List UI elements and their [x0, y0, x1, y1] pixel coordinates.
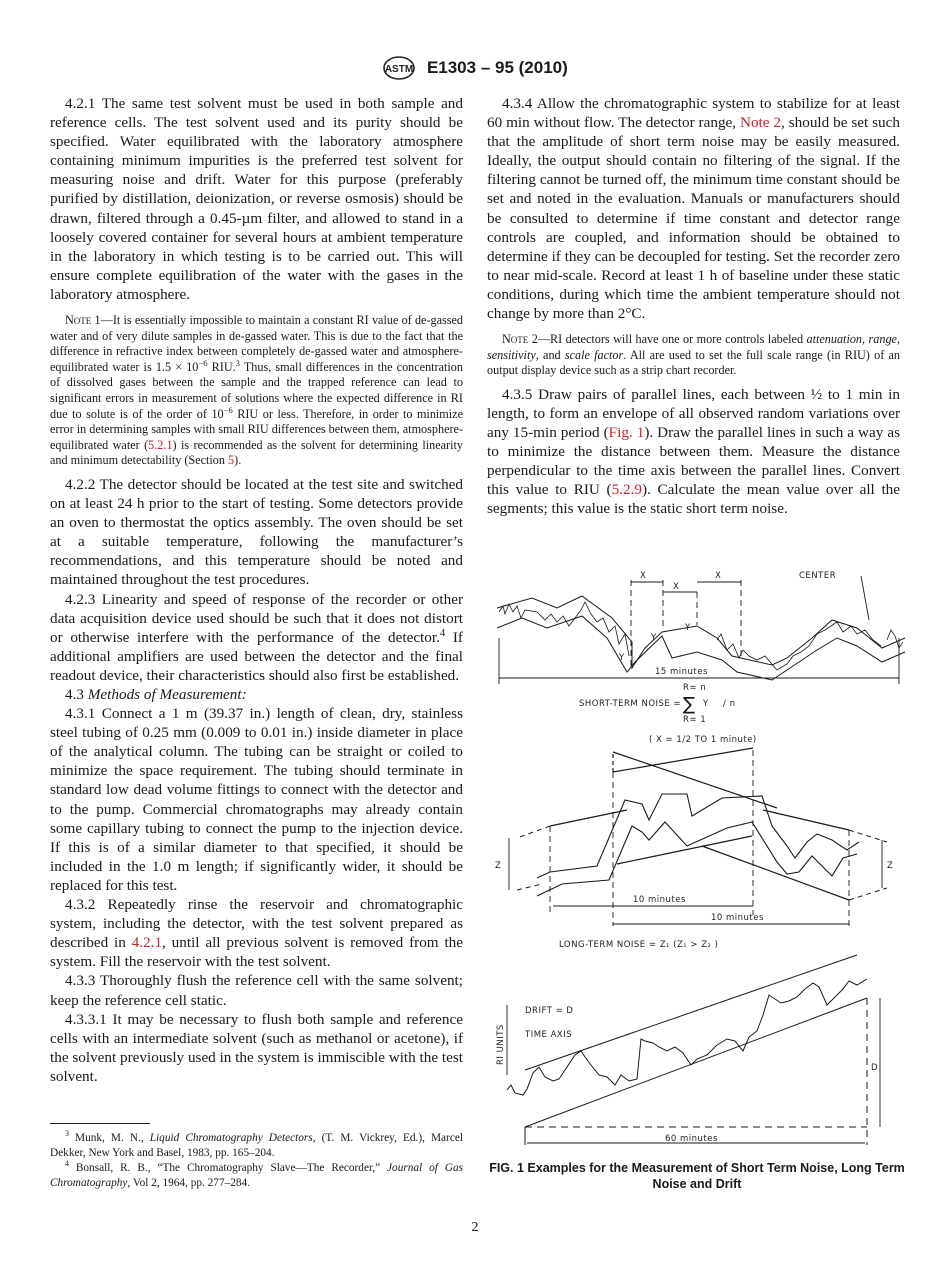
svg-text:10 minutes: 10 minutes	[633, 895, 686, 905]
svg-text:R= n: R= n	[683, 683, 707, 693]
figure-1	[487, 560, 907, 1200]
svg-text:60 minutes: 60 minutes	[665, 1134, 718, 1144]
link-note-2[interactable]: Note 2	[739, 114, 782, 132]
link-section-5[interactable]: 5	[228, 453, 235, 468]
link-4-2-1[interactable]: 4.2.1	[131, 934, 163, 952]
paragraph-4-3-2: 4.3.2 Repeatedly rinse the reservoir and chromatographic system, including the detector, with the test solvent prepared as described in 4.2.1, until all previous solvent is removed from the system. Fill the reservoir with the test solvent.	[50, 896, 463, 971]
paragraph-4-2-3: 4.2.3 Linearity and speed of response of the recorder or other data acquisition device used should be such that it does not distort or otherwise interfere with the performance of the detector.$^4$ If additional amplifiers are used between the detector and the final readout device, their characteristics should also first be established.	[50, 590, 463, 684]
paragraph-4-3-5: 4.3.5 Draw pairs of parallel lines, each between ½ to 1 min in length, to form an envelope of all observed random variations over any 15-min period (Fig. 1). Draw the parallel lines in such a way as to minimize the distance between them. Measure the distance perpendicular to the time axis between the parallel lines. Convert this value to RIU (5.2.9). Calculate the mean value over all the segments; this value is the static short term noise.	[487, 385, 900, 518]
svg-text:DRIFT = D: DRIFT = D	[525, 1006, 574, 1016]
note-2: Note 2—RI detectors will have one or more controls labeled attenuation, range, sensitivity, and scale factor. All are used to set the full scale range (in RIU) of an output display device such as a strip chart recorder.	[487, 332, 900, 378]
svg-text:10 minutes: 10 minutes	[711, 913, 764, 923]
link-5-2-1[interactable]: 5.2.1	[148, 437, 173, 452]
svg-text:X: X	[715, 571, 722, 581]
paragraph-4-3-1: 4.3.1 Connect a 1 m (39.37 in.) length of clean, dry, stainless steel tubing of 0.25 mm (0.009 to 0.01 in.) inside diameter in place of the analytical column. The tubing can be straight or coiled to minimize the space requirement. The tubing should terminate in standard low dead volume fittings to connect with the detector and to the pump. Commercial chromatographs may already contain some capillary tubing to connect the pump to the injection device. If this is of a similar diameter to that specified, it should be included in the 1.0 m length; if significantly wider, it should be replaced for this test.	[50, 705, 463, 894]
footnote-ref-3[interactable]: 3	[235, 357, 240, 368]
short-term-noise-diagram	[497, 571, 905, 745]
svg-text:( X = 1/2 TO 1 minute): ( X = 1/2 TO 1 minute)	[649, 735, 757, 745]
paragraph-4-2-2: 4.2.2 The detector should be located at the test site and switched on at least 24 h prior to the start of testing. Some detectors provide an oven to thermostat the optics assembly. The oven should be set at a suitable temperature, following the manufacturer’s recommendations, and this temperature should be noted and maintained throughout the test procedures.	[50, 475, 463, 589]
right-column	[487, 94, 900, 519]
paragraph-4-3-3: 4.3.3 Thoroughly flush the reference cell with the same solvent; keep the reference cell static.	[50, 972, 463, 1009]
long-term-noise-diagram	[495, 748, 893, 950]
svg-text:X: X	[640, 571, 647, 581]
svg-text:RI UNITS: RI UNITS	[496, 1024, 506, 1065]
svg-text:TIME AXIS: TIME AXIS	[525, 1030, 573, 1040]
svg-text:R= 1: R= 1	[683, 715, 707, 725]
paragraph-4-3-3-1: 4.3.3.1 It may be necessary to flush both sample and reference cells with an intermediate solvent (such as methanol or acetone), if the solvent previously used in the system is immiscible with the test solvent.	[50, 1010, 463, 1085]
figure-caption: FIG. 1 Examples for the Measurement of Short Term Noise, Long Term Noise and Drift	[489, 1161, 905, 1191]
note-label: Note 2	[502, 332, 538, 347]
page-header	[0, 56, 950, 80]
svg-text:X: X	[673, 582, 680, 592]
svg-text:Y: Y	[651, 633, 657, 643]
svg-text:Y: Y	[685, 623, 691, 633]
note-label: Note 1	[65, 313, 101, 328]
svg-text:Y: Y	[703, 699, 709, 709]
paragraph-4-3-4: 4.3.4 Allow the chromatographic system to stabilize for at least 60 min without flow. The detector range, Note 2, should be set such that the amplitude of short term noise may be easily measured. Ideally, the output should contain no filtering of the signal. If the filtering cannot be turned off, the minimum time constant should be set and noted in the evaluation. Manuals or manufacturers should be consulted to determine if time constant and detector range controls are coupled, and information should be obtained to determine if they can be decoupled for testing. Set the recorder zero to near mid-scale. Record at least 1 h of baseline under these static conditions, during which time the ambient temperature should not change by more than 2°C.	[487, 95, 900, 323]
svg-text:Z: Z	[495, 861, 502, 871]
svg-text:/ n: / n	[723, 699, 736, 709]
svg-text:CENTER: CENTER	[799, 571, 837, 581]
svg-text:LONG-TERM NOISE = Z₁ (Z₁ > Z₂: LONG-TERM NOISE = Z₁ (Z₁ > Z₂ )	[559, 940, 719, 950]
standard-designation: E1303 – 95 (2010)	[426, 58, 568, 77]
section-heading-4-3: 4.3 Methods of Measurement:	[65, 686, 247, 703]
astm-logo-icon	[382, 56, 416, 80]
left-column	[50, 94, 463, 1086]
footnote-4: $^4$ Bonsall, R. B., “The Chromatography Slave—The Recorder,” Journal of Gas Chromatography, Vol 2, 1964, pp. 277–284.	[50, 1159, 463, 1189]
page-number: 2	[471, 1220, 479, 1235]
svg-text:SHORT-TERM NOISE =: SHORT-TERM NOISE =	[579, 699, 682, 709]
svg-text:ASTM: ASTM	[385, 64, 414, 75]
link-5-2-9[interactable]: 5.2.9	[611, 481, 642, 499]
svg-text:15 minutes: 15 minutes	[655, 667, 708, 677]
svg-text:Z: Z	[887, 861, 894, 871]
svg-text:Y: Y	[619, 653, 625, 663]
svg-text:∑: ∑	[683, 694, 696, 715]
svg-text:D: D	[871, 1063, 879, 1073]
figure-1-diagram	[487, 560, 907, 1160]
paragraph-4-2-1: 4.2.1 The same test solvent must be used in both sample and reference cells. The test solvent used and its purity should be specified. Water equilibrated with the laboratory atmosphere containing minimum impurities is the preferred test solvent for measuring noise and drift. Water for this purpose (preferably purified by distillation, deionization, or reverse osmosis) should be drawn, filtered through a 0.45-µm filter, and allowed to stand in a loosely covered container for several hours at ambient temperature in the laboratory in which testing is to be carried out. This will ensure complete equilibration of the water with the gases in the laboratory atmosphere.	[50, 95, 463, 303]
note-1: Note 1—It is essentially impossible to maintain a constant RI value of de-gassed water and of very dilute samples in de-gassed water. This is due to the fact that the difference in refractive index between completely de-gassed water and atmosphere-equilibrated water is $1.5 \times 10^{-6}$ RIU.$^3$ Thus, small differences in the concentration of dissolved gases between the sample and the trapped reference can lead to significant errors in measurement of solutions where the expected difference in RI due to solute is of the order of $10^{-6}$ RIU or less. Therefore, in order to minimize error in determining samples with small RIU differences between them, atmosphere-equilibrated water (5.2.1) is recommended as the solvent for determining linearity and minimum detectability (Section 5).	[50, 313, 464, 468]
footnote-divider	[50, 1123, 150, 1124]
footnotes	[50, 1131, 463, 1191]
drift-diagram	[496, 955, 880, 1145]
footnote-ref-4[interactable]: 4	[439, 627, 446, 639]
link-fig-1[interactable]: Fig. 1	[608, 424, 645, 442]
footnote-3: $^3$ Munk, M. N., Liquid Chromatography Detectors, (T. M. Vickrey, Ed.), Marcel Dekker, New York and Basel, 1983, pp. 165–204.	[50, 1129, 463, 1159]
